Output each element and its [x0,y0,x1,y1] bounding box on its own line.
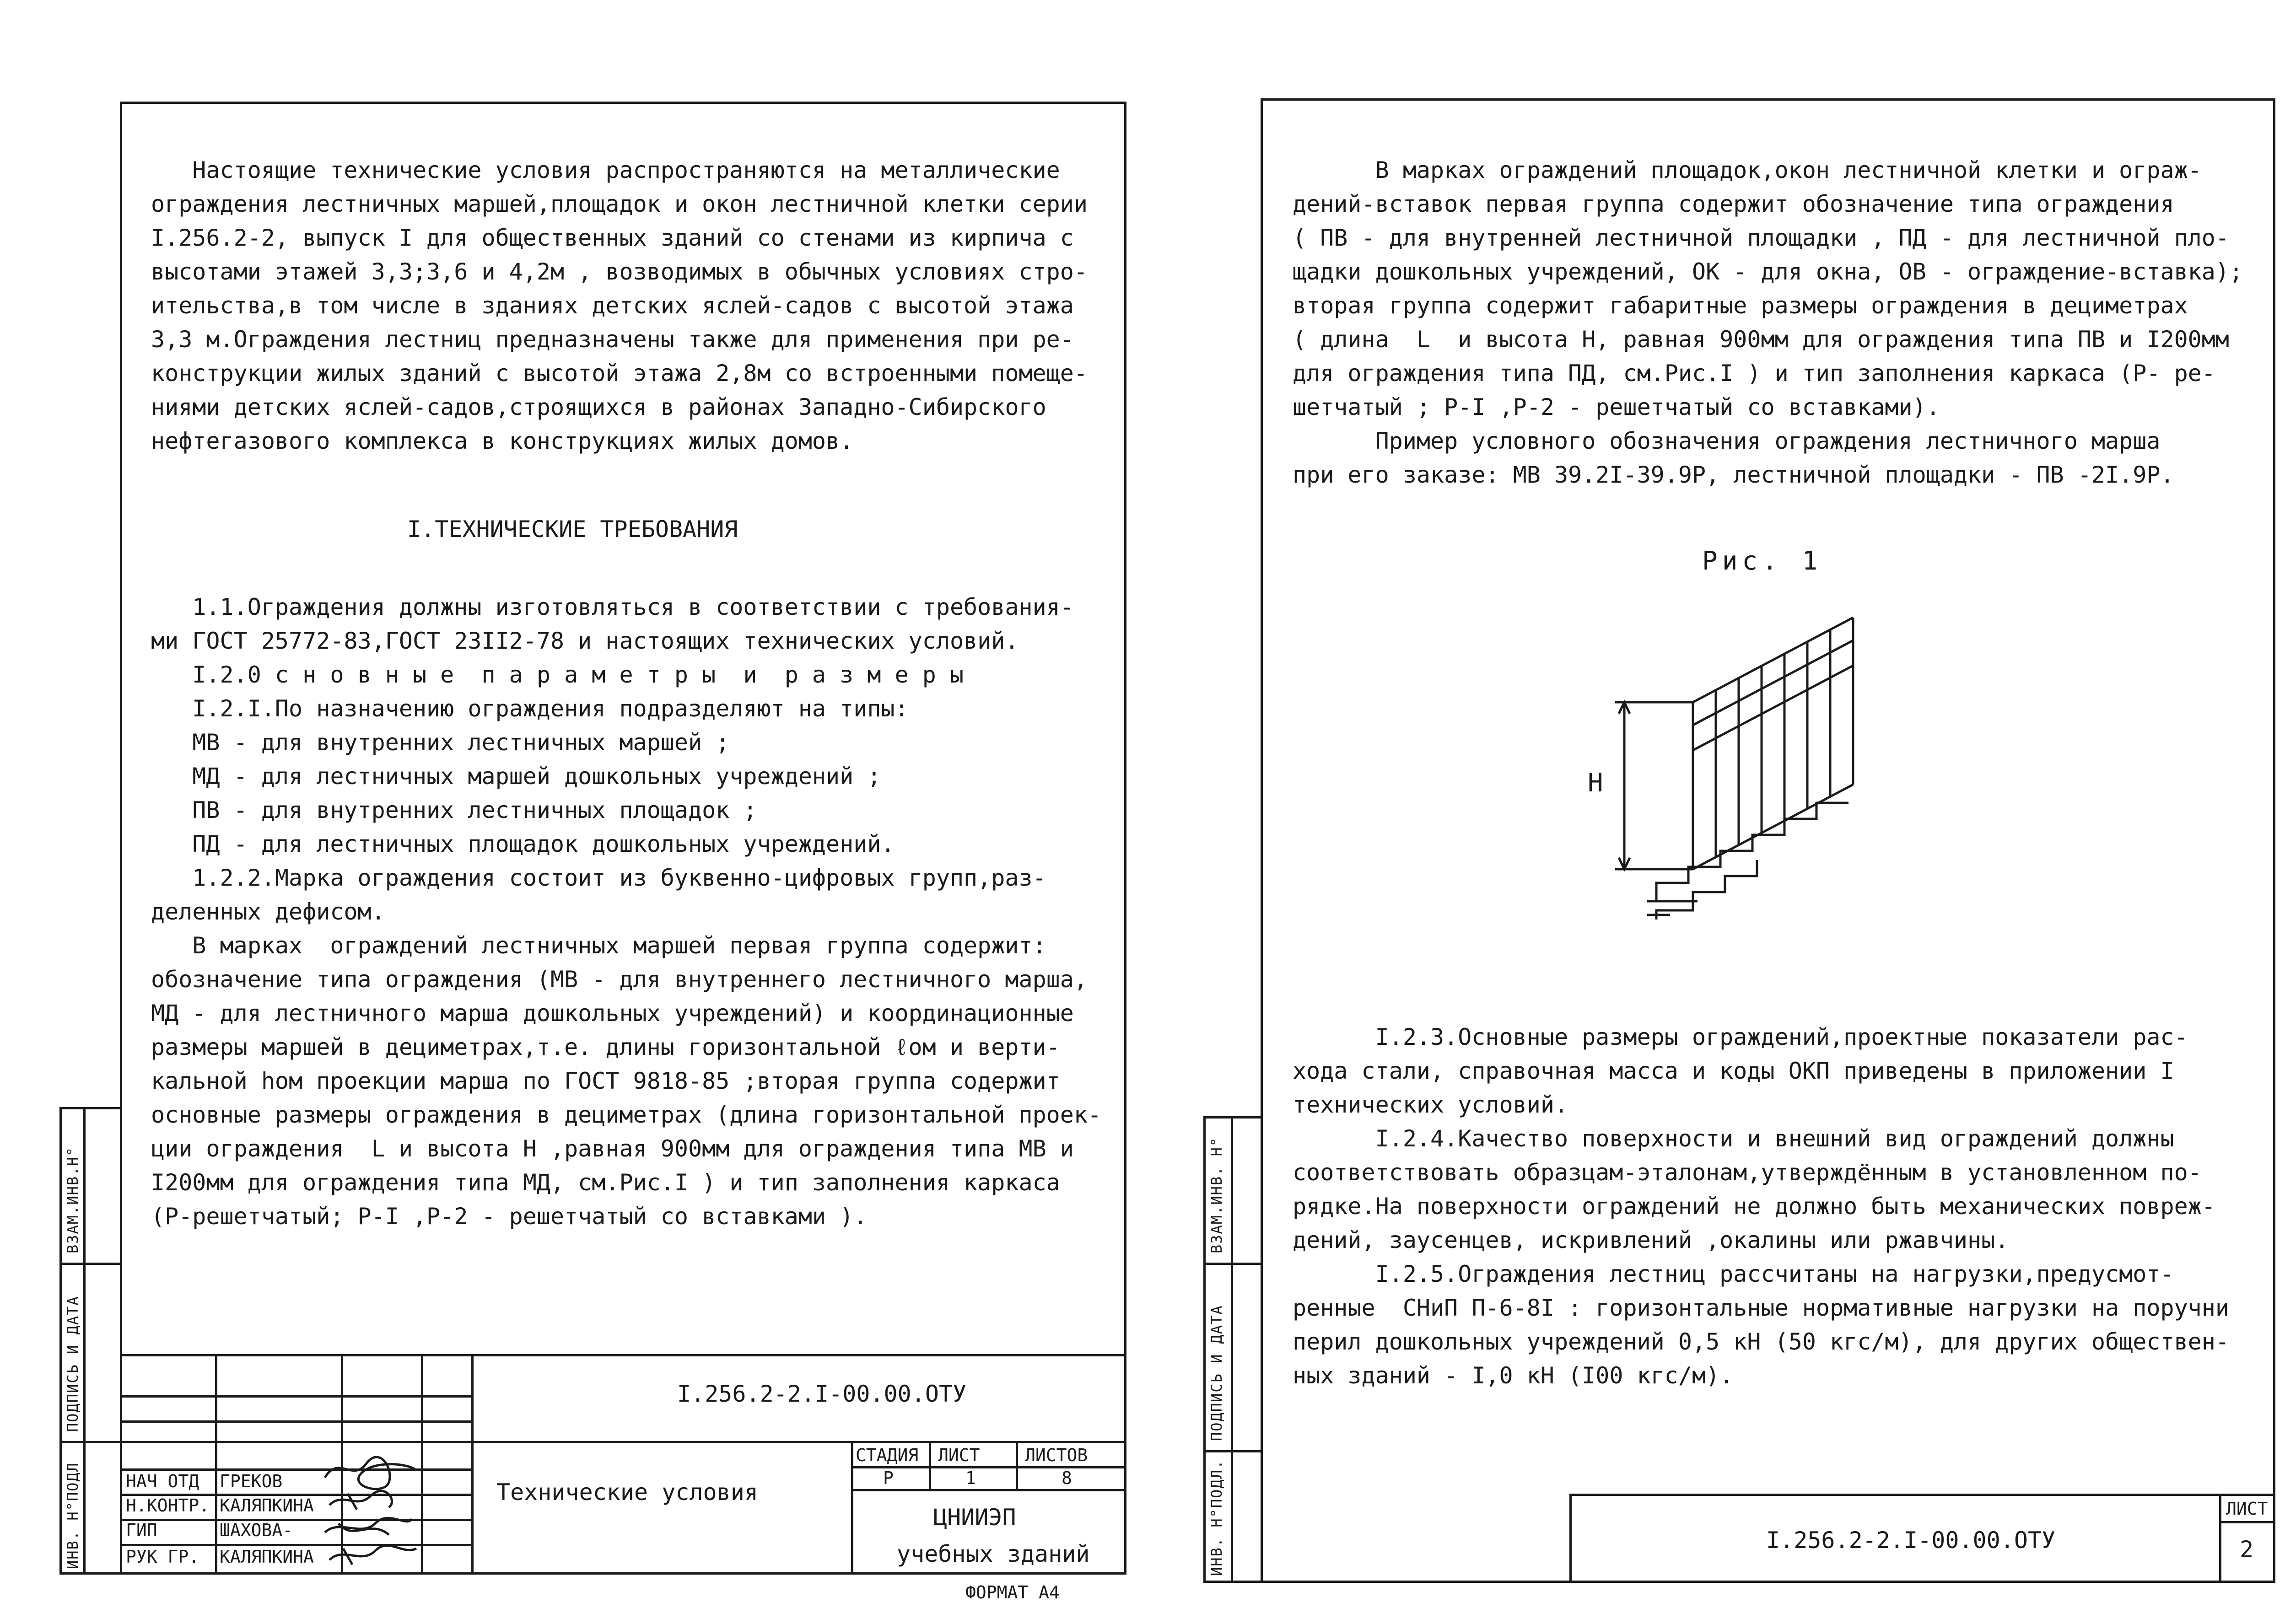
text-line: вторая группа содержит габаритные размеры ограждения в дециметрах [1293,292,2188,319]
right-side-strip-divider [1203,1263,1263,1265]
text-line: 1.2.2.Марка ограждения состоит из буквенно-цифровых групп,раз- [151,865,1046,891]
sig-grid-col [215,1354,217,1575]
format-label: ФОРМАТ А4 [965,1582,1060,1602]
document-title: Технические условия [496,1479,758,1506]
text-line: I.2.I.По назначению ограждения подразделяют на типы: [151,695,909,722]
role-cell: Н.КОНТР. [126,1495,210,1516]
right-side-strip-bottom [1203,1581,1263,1583]
text-line: основные размеры ограждения в дециметрах (длина горизонтальной проек- [151,1102,1102,1128]
sheet-value: 1 [965,1468,976,1488]
title-block-divider [1016,1441,1018,1489]
sheets-value: 8 [1062,1468,1072,1488]
sheet-header: ЛИСТ [938,1445,980,1465]
text-line: высотами этажей 3,3;3,6 и 4,2м , возводимых в обычных условиях стро- [151,258,1088,285]
text-line: В марках ограждений площадок,окон лестничной клетки и ограж- [1293,157,2202,183]
sig-grid-row [120,1395,471,1398]
organization-line: ЦНИИЭП [933,1504,1016,1531]
role-cell: ГИП [126,1520,157,1540]
right-stamp-divider [2219,1494,2221,1583]
text-line: соответствовать образцам-эталонам,утверждённым в установленном по- [1293,1159,2202,1186]
text-line: кальной hом проекции марша по ГОСТ 9818-85 ;вторая группа содержит [151,1068,1060,1094]
text-line: I.2.5.Ограждения лестниц рассчитаны на нагрузки,предусмот- [1293,1261,2174,1287]
side-label: ПОДПИСЬ И ДАТА [64,1296,81,1432]
right-side-strip-outer [1203,1116,1206,1583]
text-line: МД - для лестничного марша дошкольных учреждений) и координационные [151,1000,1074,1027]
text-line: ниями детских яслей-садов,строящихся в районах Западно-Сибирского [151,394,1046,420]
organization-line: учебных зданий [897,1541,1090,1567]
right-top-paragraph [1293,153,2243,492]
text-line: деленных дефисом. [151,898,385,925]
text-line: перил дошкольных учреждений 0,5 кН (50 кгс/м), для других обществен- [1293,1328,2229,1355]
text-line: ПВ - для внутренних лестничных площадок ; [151,797,757,823]
left-side-strip-bottom [59,1572,122,1575]
text-line: ми ГОСТ 25772-83,ГОСТ 23II2-78 и настоящих технических условий. [151,628,1019,654]
title-block-divider [929,1441,931,1489]
side-label: ИНВ. Н°ПОДЛ. [1208,1459,1225,1576]
text-line: I.2.4.Качество поверхности и внешний вид ограждений должны [1293,1125,2174,1152]
side-label: ПОДПИСЬ И ДАТА [1208,1305,1225,1441]
left-body-paragraph [151,590,1101,1233]
right-stamp-rule [2219,1521,2275,1523]
right-side-strip-divider [1203,1450,1263,1452]
signature-scribbles [320,1450,426,1574]
title-block-rule [471,1441,1126,1443]
name-cell: КАЛЯПКИНА [220,1547,314,1567]
text-line: шетчатый ; Р-I ,Р-2 - решетчатый со вставками). [1293,394,1940,420]
text-line: ПД - для лестничных площадок дошкольных учреждений. [151,831,895,857]
text-line: ительства,в том числе в зданиях детских яслей-садов с высотой этажа [151,292,1074,319]
text-line: I.256.2-2, выпуск I для общественных зданий со стенами из кирпича с [151,225,1074,251]
name-cell: ШАХОВА- [220,1520,293,1540]
side-label: ИНВ. Н°ПОДЛ [64,1462,81,1569]
text-line: Настоящие технические условия распространяются на металлические [151,157,1060,183]
dimension-label: Н [1588,768,1603,798]
text-line: ( ПВ - для внутренней лестничной площадки , ПД - для лестничной пло- [1293,225,2229,251]
left-side-strip-divider [59,1441,122,1443]
text-line: хода стали, справочная масса и коды ОКП приведены в приложении I [1293,1058,2174,1084]
text-line: ограждения лестничных маршей,площадок и окон лестничной клетки серии [151,191,1088,217]
text-line: МД - для лестничных маршей дошкольных учреждений ; [151,763,881,790]
document-code: I.256.2-2.I-00.00.ОТУ [1766,1527,2056,1554]
railing-figure [1579,599,1899,929]
left-side-strip-line [83,1107,86,1575]
left-side-strip-top [59,1107,122,1109]
left-side-strip-outer [59,1107,62,1575]
sig-grid-row [120,1420,471,1423]
right-side-strip-top [1203,1116,1263,1119]
role-cell: РУК ГР. [126,1547,199,1567]
text-line: нефтегазового комплекса в конструкциях жилых домов. [151,428,854,454]
text-line: МВ - для внутренних лестничных маршей ; [151,729,730,756]
left-intro-paragraph [151,153,1088,458]
text-line: рядке.На поверхности ограждений не должно быть механических повреж- [1293,1193,2215,1220]
role-cell: НАЧ ОТД [126,1471,199,1491]
text-line: ( длина L и высота Н, равная 900мм для ограждения типа ПВ и I200мм [1293,326,2229,353]
sig-grid-row [120,1441,471,1443]
text-line: технических условий. [1293,1092,1568,1118]
text-line: щадки дошкольных учреждений, ОК - для окна, ОВ - ограждение-вставка); [1293,258,2243,285]
text-line: для ограждения типа ПД, см.Рис.I ) и тип заполнения каркаса (Р- ре- [1293,360,2215,387]
sheet-value: 2 [2240,1536,2254,1563]
text-line: (Р-решетчатый; Р-I ,Р-2 - решетчатый со вставками ). [151,1203,868,1230]
name-cell: КАЛЯПКИНА [220,1495,314,1516]
right-stamp-top [1569,1494,2275,1496]
text-line: конструкции жилых зданий с высотой этажа 2,8м со встроенными помеще- [151,360,1088,387]
section-title: I.ТЕХНИЧЕСКИЕ ТРЕБОВАНИЯ [407,516,738,543]
figure-caption: Рис. 1 [1702,546,1822,576]
side-label: ВЗАМ.ИНВ.Н° [64,1146,81,1253]
text-line: 3,3 м.Ограждения лестниц предназначены также для применения при ре- [151,326,1074,353]
text-line: В марках ограждений лестничных маршей первая группа содержит: [151,932,1046,959]
title-block-top [120,1354,1126,1356]
document-code: I.256.2-2.I-00.00.ОТУ [677,1381,967,1407]
stage-value: Р [883,1468,894,1488]
text-line: ренные СНиП П-6-8I : горизонтальные нормативные нагрузки на поручни [1293,1295,2229,1321]
sheet-header: ЛИСТ [2226,1499,2268,1519]
right-side-strip-line [1231,1116,1233,1583]
title-block-divider [851,1441,853,1575]
text-line: I.2.0 с н о в н ы е п а р а м е т р ы и р а з м е р ы [151,661,964,688]
right-stamp-left [1569,1494,1572,1583]
title-block-rule [851,1489,1126,1491]
text-line: при его заказе: МВ 39.2I-39.9Р, лестничной площадки - ПВ -2I.9Р. [1293,462,2174,488]
text-line: обозначение типа ограждения (МВ - для внутреннего лестничного марша, [151,966,1088,993]
text-line: I.2.3.Основные размеры ограждений,проектные показатели рас- [1293,1024,2188,1050]
sheets-header: ЛИСТОВ [1025,1445,1088,1465]
text-line: Пример условного обозначения ограждения лестничного марша [1293,428,2161,454]
text-line: размеры маршей в дециметрах,т.е. длины горизонтальной ℓом и верти- [151,1034,1060,1060]
title-block-divider [471,1354,474,1575]
text-line: I200мм для ограждения типа МД, см.Рис.I ) и тип заполнения каркаса [151,1169,1060,1196]
text-line: дений, заусенцев, искривлений ,окалины или ржавчины. [1293,1227,2009,1253]
text-line: дений-вставок первая группа содержит обозначение типа ограждения [1293,191,2174,217]
side-label: ВЗАМ.ИНВ. Н° [1208,1136,1225,1253]
left-side-strip-divider [59,1263,122,1265]
right-bottom-paragraph [1293,1020,2229,1393]
text-line: 1.1.Ограждения должны изготовляться в соответствии с требования- [151,594,1074,620]
text-line: ных зданий - I,0 кН (I00 кгс/м). [1293,1362,1734,1389]
stage-header: СТАДИЯ [856,1445,919,1465]
name-cell: ГРЕКОВ [220,1471,283,1491]
text-line: ции ограждения L и высота Н ,равная 900мм для ограждения типа МВ и [151,1135,1074,1162]
